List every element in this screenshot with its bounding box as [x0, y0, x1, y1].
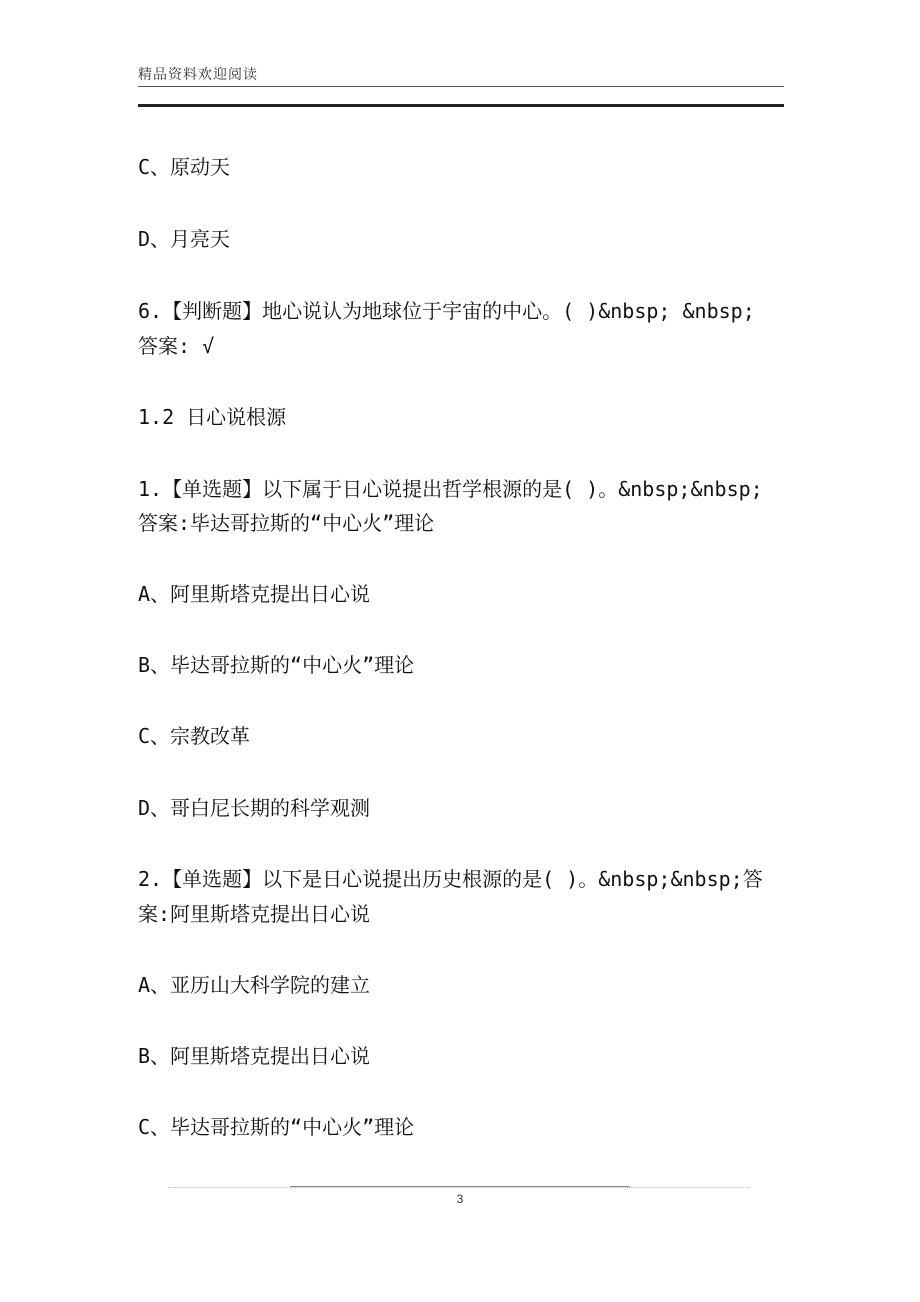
option-line: C、原动天 — [138, 155, 231, 179]
option-line: C、毕达哥拉斯的“中心火”理论 — [138, 1115, 415, 1139]
answer-line: 答案: √ — [138, 334, 215, 358]
option-line: D、月亮天 — [138, 227, 231, 251]
question-line: 2.【单选题】以下是日心说提出历史根源的是( )。&nbsp;&nbsp;答 — [138, 867, 763, 891]
page-header-text: 精品资料欢迎阅读 — [138, 67, 258, 83]
option-line: D、哥白尼长期的科学观测 — [138, 796, 371, 820]
footer-rule — [290, 1186, 630, 1187]
option-line: B、毕达哥拉斯的“中心火”理论 — [138, 653, 415, 677]
page-number: 3 — [456, 1192, 464, 1206]
header-rule-thin — [138, 86, 784, 87]
answer-line: 案:阿里斯塔克提出日心说 — [138, 902, 371, 926]
answer-line: 答案:毕达哥拉斯的“中心火”理论 — [138, 511, 435, 535]
header-rule-thick — [138, 104, 784, 107]
question-line: 1.【单选题】以下属于日心说提出哲学根源的是( )。&nbsp;&nbsp; — [138, 477, 763, 501]
section-heading: 1.2 日心说根源 — [138, 405, 287, 429]
option-line: A、亚历山大科学院的建立 — [138, 973, 371, 997]
option-line: B、阿里斯塔克提出日心说 — [138, 1044, 371, 1068]
option-line: C、宗教改革 — [138, 724, 251, 748]
question-line: 6.【判断题】地心说认为地球位于宇宙的中心。( )&nbsp; &nbsp; — [138, 299, 755, 323]
option-line: A、阿里斯塔克提出日心说 — [138, 582, 371, 606]
footer-rule-dotted — [168, 1187, 750, 1188]
